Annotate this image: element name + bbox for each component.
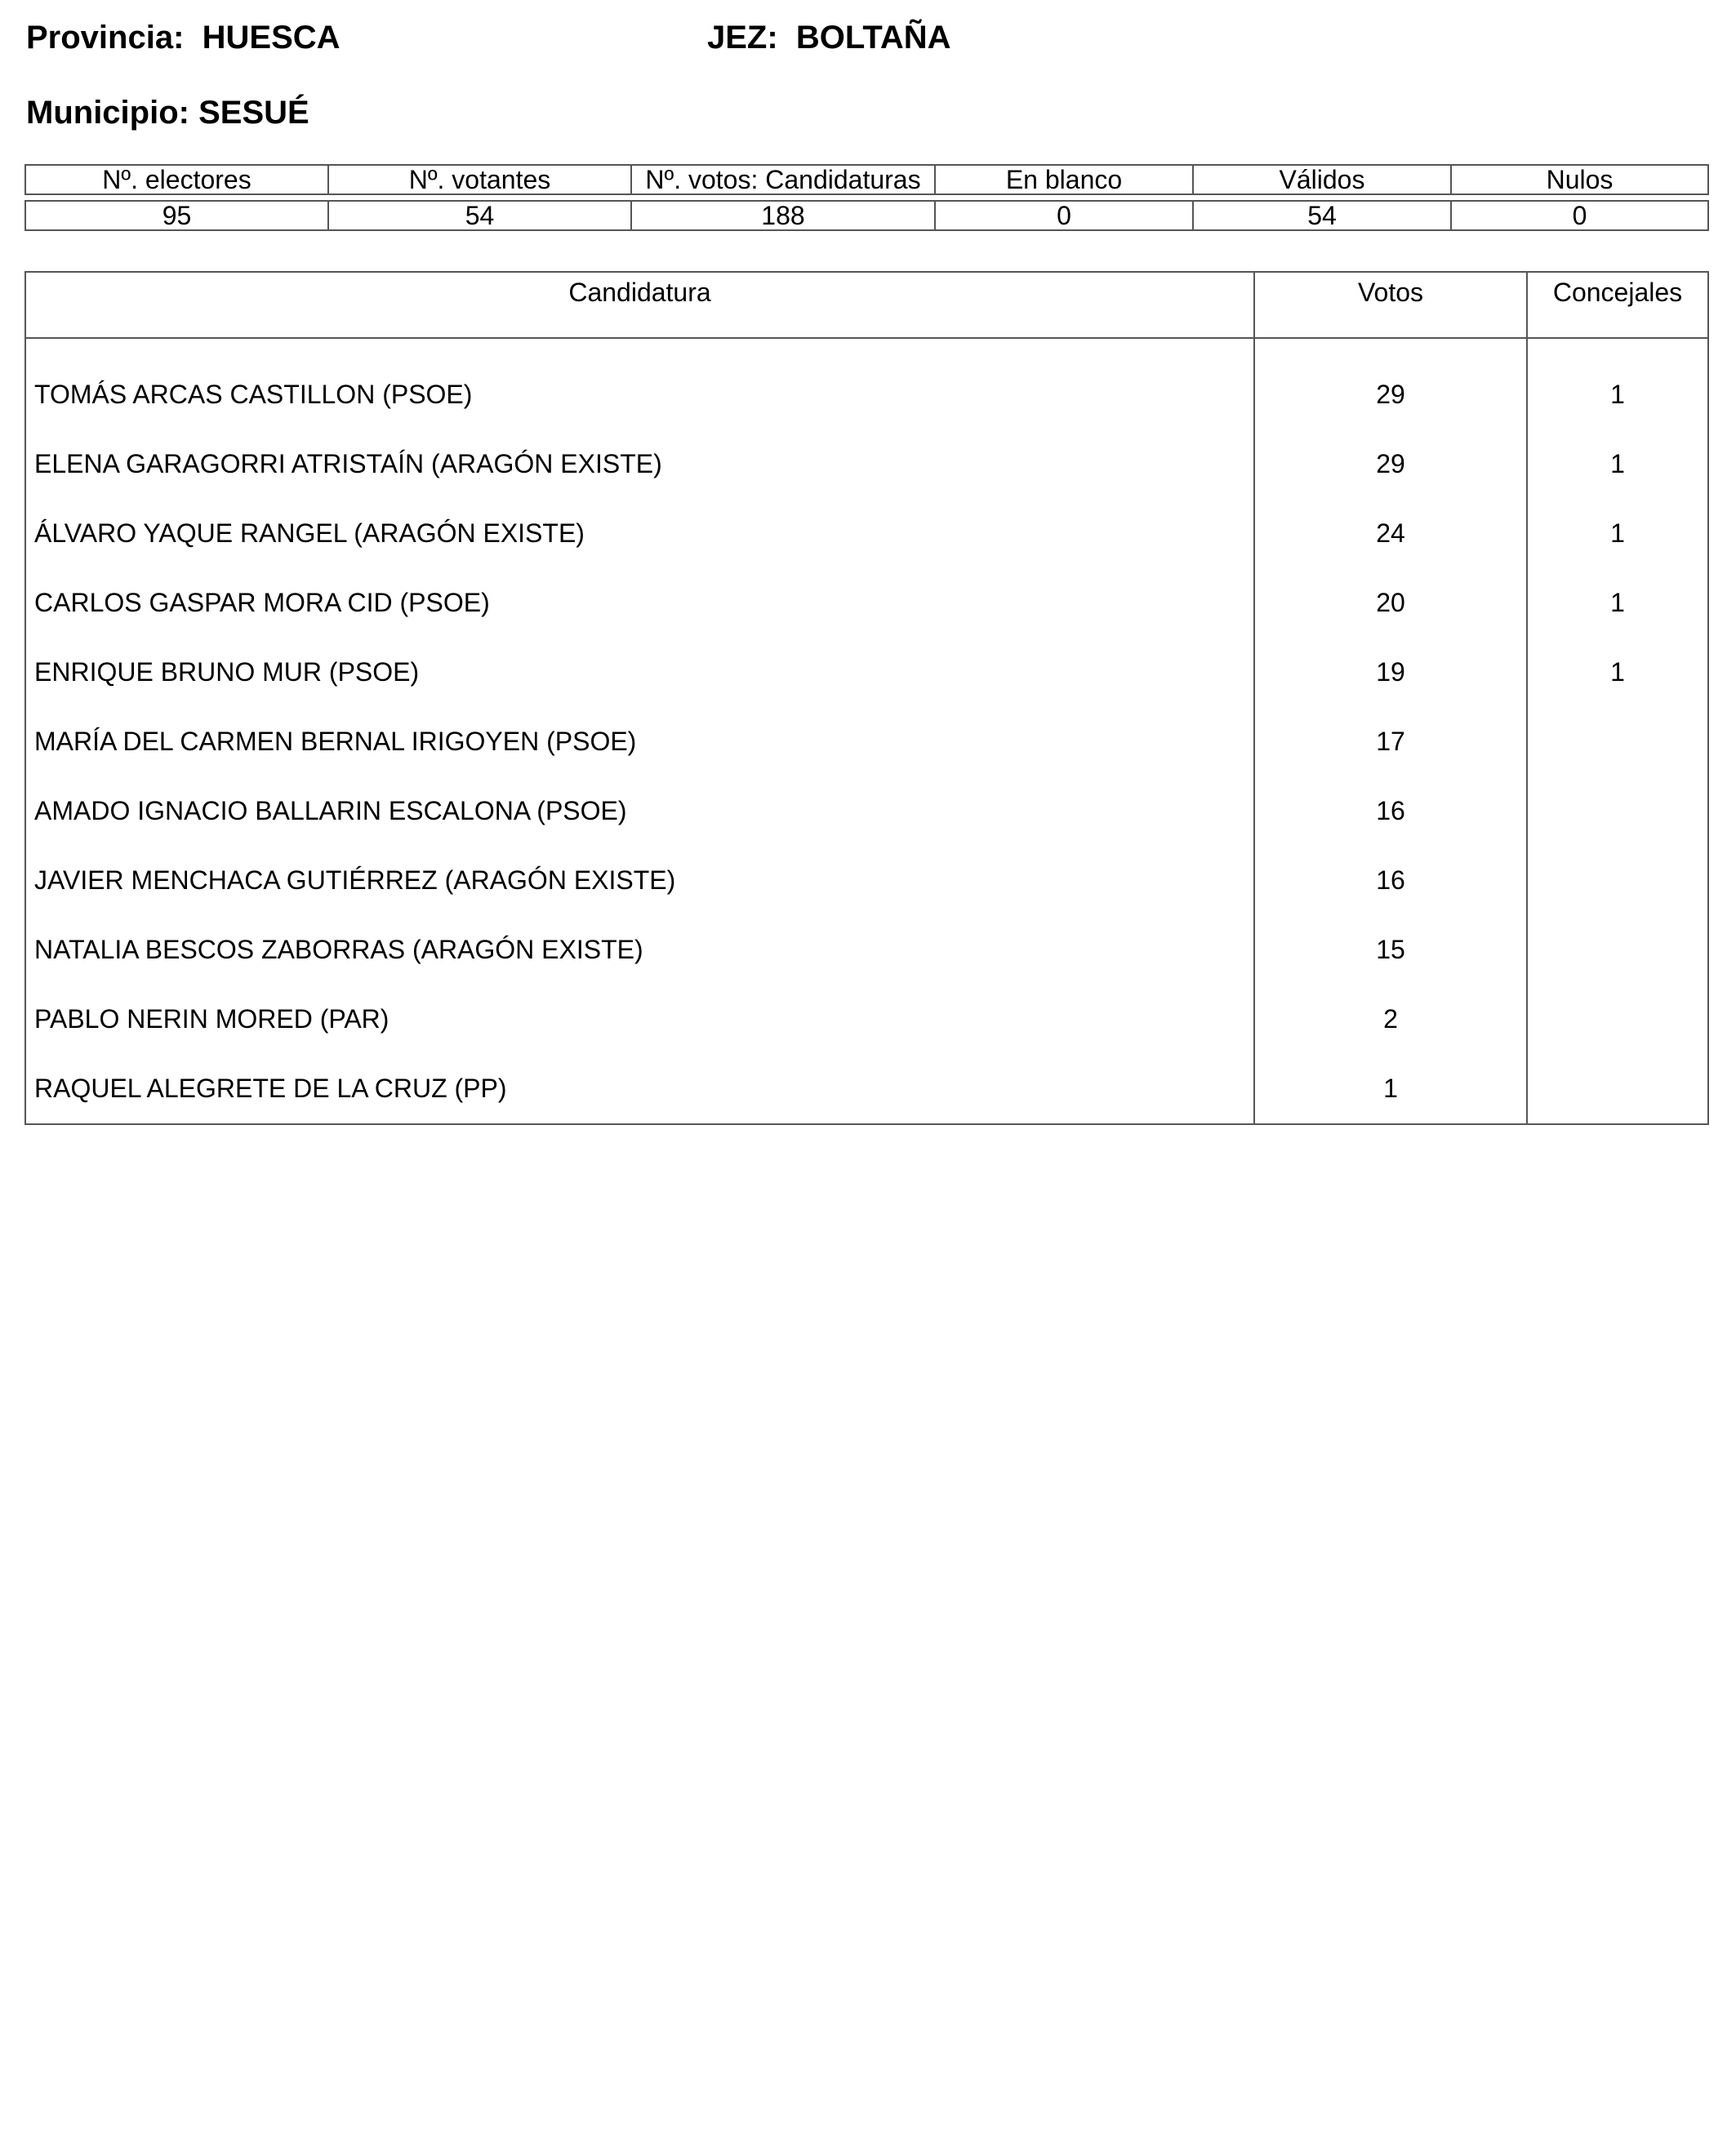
summary-header-en-blanco: En blanco bbox=[935, 165, 1193, 194]
table-row bbox=[25, 707, 1708, 776]
jez-value: BOLTAÑA bbox=[795, 20, 951, 56]
candidate-votos: 1 bbox=[1254, 1054, 1527, 1124]
summary-value-row bbox=[25, 201, 1708, 230]
candidate-concejales: 1 bbox=[1527, 429, 1708, 499]
summary-value-nulos: 0 bbox=[1451, 201, 1708, 230]
municipio-label: Municipio: bbox=[26, 95, 189, 131]
candidate-votos: 29 bbox=[1254, 429, 1527, 499]
summary-header-votos-candidaturas: Nº. votos: Candidaturas bbox=[631, 165, 935, 194]
candidate-name: JAVIER MENCHACA GUTIÉRREZ (ARAGÓN EXISTE) bbox=[25, 846, 1254, 915]
candidate-votos: 2 bbox=[1254, 985, 1527, 1054]
candidate-votos: 29 bbox=[1254, 338, 1527, 429]
summary-value-en-blanco: 0 bbox=[935, 201, 1193, 230]
provincia-label: Provincia: bbox=[26, 20, 185, 56]
candidate-name: AMADO IGNACIO BALLARIN ESCALONA (PSOE) bbox=[25, 776, 1254, 846]
table-row bbox=[25, 429, 1708, 499]
jez-header bbox=[707, 18, 951, 57]
candidate-name: RAQUEL ALEGRETE DE LA CRUZ (PP) bbox=[25, 1054, 1254, 1124]
candidate-votos: 24 bbox=[1254, 499, 1527, 568]
summary-value-votantes: 54 bbox=[328, 201, 631, 230]
table-row bbox=[25, 1054, 1708, 1124]
summary-header-row bbox=[25, 165, 1708, 194]
candidate-votos: 19 bbox=[1254, 638, 1527, 707]
candidate-concejales bbox=[1527, 776, 1708, 846]
municipio-header bbox=[26, 93, 309, 132]
table-row bbox=[25, 338, 1708, 429]
candidate-name: ÁLVARO YAQUE RANGEL (ARAGÓN EXISTE) bbox=[25, 499, 1254, 568]
summary-value-electores: 95 bbox=[25, 201, 328, 230]
candidates-header-row bbox=[25, 272, 1708, 338]
table-row bbox=[25, 568, 1708, 638]
table-row bbox=[25, 985, 1708, 1054]
jez-label: JEZ: bbox=[707, 20, 778, 56]
candidate-concejales bbox=[1527, 846, 1708, 915]
candidate-concejales: 1 bbox=[1527, 499, 1708, 568]
summary-header-validos: Válidos bbox=[1193, 165, 1451, 194]
table-row bbox=[25, 846, 1708, 915]
table-row bbox=[25, 499, 1708, 568]
summary-header-votantes: Nº. votantes bbox=[328, 165, 631, 194]
candidate-name: TOMÁS ARCAS CASTILLON (PSOE) bbox=[25, 338, 1254, 429]
candidate-votos: 17 bbox=[1254, 707, 1527, 776]
summary-header-electores: Nº. electores bbox=[25, 165, 328, 194]
provincia-value: HUESCA bbox=[202, 20, 341, 56]
candidate-votos: 20 bbox=[1254, 568, 1527, 638]
candidate-concejales: 1 bbox=[1527, 568, 1708, 638]
summary-spacer bbox=[25, 194, 1708, 201]
table-row bbox=[25, 638, 1708, 707]
candidate-concejales bbox=[1527, 707, 1708, 776]
table-row bbox=[25, 776, 1708, 846]
table-row bbox=[25, 915, 1708, 985]
header-votos: Votos bbox=[1254, 272, 1527, 338]
header-concejales: Concejales bbox=[1527, 272, 1708, 338]
candidate-votos: 16 bbox=[1254, 846, 1527, 915]
candidate-name: NATALIA BESCOS ZABORRAS (ARAGÓN EXISTE) bbox=[25, 915, 1254, 985]
provincia-header bbox=[26, 18, 341, 57]
candidate-name: PABLO NERIN MORED (PAR) bbox=[25, 985, 1254, 1054]
candidate-name: ENRIQUE BRUNO MUR (PSOE) bbox=[25, 638, 1254, 707]
candidate-concejales bbox=[1527, 1054, 1708, 1124]
summary-value-validos: 54 bbox=[1193, 201, 1451, 230]
summary-header-nulos: Nulos bbox=[1451, 165, 1708, 194]
summary-value-votos-candidaturas: 188 bbox=[631, 201, 935, 230]
candidate-concejales bbox=[1527, 985, 1708, 1054]
candidate-votos: 15 bbox=[1254, 915, 1527, 985]
candidate-concejales: 1 bbox=[1527, 338, 1708, 429]
candidate-name: ELENA GARAGORRI ATRISTAÍN (ARAGÓN EXISTE) bbox=[25, 429, 1254, 499]
candidate-concejales bbox=[1527, 915, 1708, 985]
header-candidatura: Candidatura bbox=[25, 272, 1254, 338]
candidates-table bbox=[24, 271, 1709, 1125]
candidate-votos: 16 bbox=[1254, 776, 1527, 846]
summary-table bbox=[24, 164, 1709, 231]
candidate-name: CARLOS GASPAR MORA CID (PSOE) bbox=[25, 568, 1254, 638]
municipio-value: SESUÉ bbox=[198, 95, 309, 131]
candidate-concejales: 1 bbox=[1527, 638, 1708, 707]
candidate-name: MARÍA DEL CARMEN BERNAL IRIGOYEN (PSOE) bbox=[25, 707, 1254, 776]
